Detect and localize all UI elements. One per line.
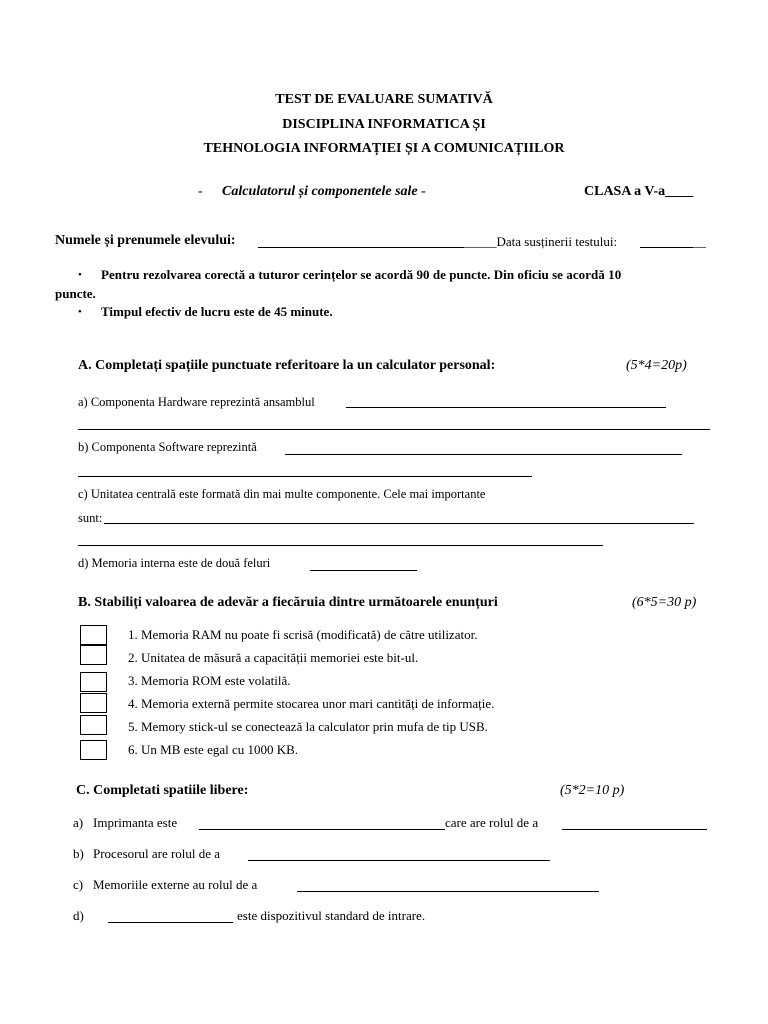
section-a-points: (5*4=20p) [626, 358, 687, 373]
section-a-item-c-line-1: c) Unitatea centrală este formată din mai multe componente. Cele mai importante [78, 487, 486, 501]
statement-1: 1. Memoria RAM nu poate fi scrisă (modificată) de către utilizator. [128, 627, 478, 642]
section-c-item-d-label: d) [73, 908, 84, 923]
answer-line-c-a-1[interactable] [199, 829, 445, 830]
statement-2: 2. Unitatea de măsură a capacității memoriei este bit-ul. [128, 650, 419, 665]
test-date-tail: __ [693, 234, 706, 249]
statement-5: 5. Memory stick-ul se conectează la calculator prin mufa de tip USB. [128, 719, 488, 734]
answer-box-1[interactable] [80, 625, 107, 645]
answer-line-a-2[interactable] [78, 429, 710, 430]
section-c-heading: C. Completati spatiile libere: [76, 783, 249, 798]
statement-4: 4. Memoria externă permite stocarea unor mari cantități de informație. [128, 696, 495, 711]
title-line-1: TEST DE EVALUARE SUMATIVĂ [275, 92, 493, 107]
student-name-label: Numele și prenumele elevului: [55, 233, 236, 248]
title-line-2: DISCIPLINA INFORMATICA ȘI [282, 117, 486, 132]
statement-6: 6. Un MB este egal cu 1000 KB. [128, 742, 299, 757]
answer-line-c-b[interactable] [248, 860, 550, 861]
section-c-item-b-label: b) [73, 846, 84, 861]
student-name-field[interactable] [258, 247, 464, 248]
answer-line-a-1[interactable] [346, 407, 666, 408]
instruction-1-line-1: Pentru rezolvarea corectă a tuturor cerințelor se acordă 90 de puncte. Din oficiu se acordă 10 [101, 267, 622, 282]
answer-line-c-c[interactable] [297, 891, 599, 892]
section-b-heading: B. Stabiliți valoarea de adevăr a fiecăruia dintre următoarele enunțuri [78, 595, 498, 610]
statement-3: 3. Memoria ROM este volatilă. [128, 673, 291, 688]
test-subject: Calculatorul și componentele sale - [222, 184, 426, 199]
instruction-2: Timpul efectiv de lucru este de 45 minute. [101, 304, 333, 319]
class-label: CLASA a V-a____ [584, 184, 694, 199]
section-c-item-a-label: a) [73, 815, 84, 830]
section-c-item-c-text: Memoriile externe au rolul de a [93, 877, 258, 892]
answer-line-c-d[interactable] [108, 922, 233, 923]
section-a-item-b: b) Componenta Software reprezintă [78, 440, 257, 454]
test-date-label: _____Data susținerii testului: [464, 234, 618, 249]
bullet-2: • [78, 306, 82, 318]
answer-line-b-1[interactable] [285, 454, 682, 455]
answer-line-d[interactable] [310, 570, 417, 571]
answer-box-5[interactable] [80, 715, 107, 735]
answer-box-2[interactable] [80, 645, 107, 665]
answer-box-3[interactable] [80, 672, 107, 692]
section-c-item-c-label: c) [73, 877, 84, 892]
section-c-points: (5*2=10 p) [560, 783, 625, 798]
section-c-item-a-text-2: care are rolul de a [445, 815, 539, 830]
section-a-item-d: d) Memoria interna este de două feluri [78, 556, 271, 570]
answer-line-c-1[interactable] [104, 523, 694, 524]
answer-line-c-2[interactable] [78, 545, 603, 546]
section-c-item-b-text: Procesorul are rolul de a [93, 846, 221, 861]
test-date-field[interactable] [640, 247, 693, 248]
section-a-item-c-line-2: sunt: [78, 511, 103, 525]
section-a-heading: A. Completați spațiile punctuate referitoare la un calculator personal: [78, 358, 496, 373]
bullet-1: • [78, 269, 82, 281]
answer-box-6[interactable] [80, 740, 107, 760]
section-a-item-a: a) Componenta Hardware reprezintă ansamblul [78, 395, 315, 409]
subtitle-dash: - [198, 184, 203, 199]
answer-line-c-a-2[interactable] [562, 829, 707, 830]
section-c-item-a-text-1: Imprimanta este [93, 815, 178, 830]
title-line-3: TEHNOLOGIA INFORMAȚIEI ȘI A COMUNICAȚIILOR [203, 141, 565, 156]
section-c-item-d-text: este dispozitivul standard de intrare. [237, 908, 426, 923]
section-b-points: (6*5=30 p) [632, 595, 697, 610]
answer-box-4[interactable] [80, 693, 107, 713]
instruction-1-line-2: puncte. [55, 286, 96, 301]
answer-line-b-2[interactable] [78, 476, 532, 477]
